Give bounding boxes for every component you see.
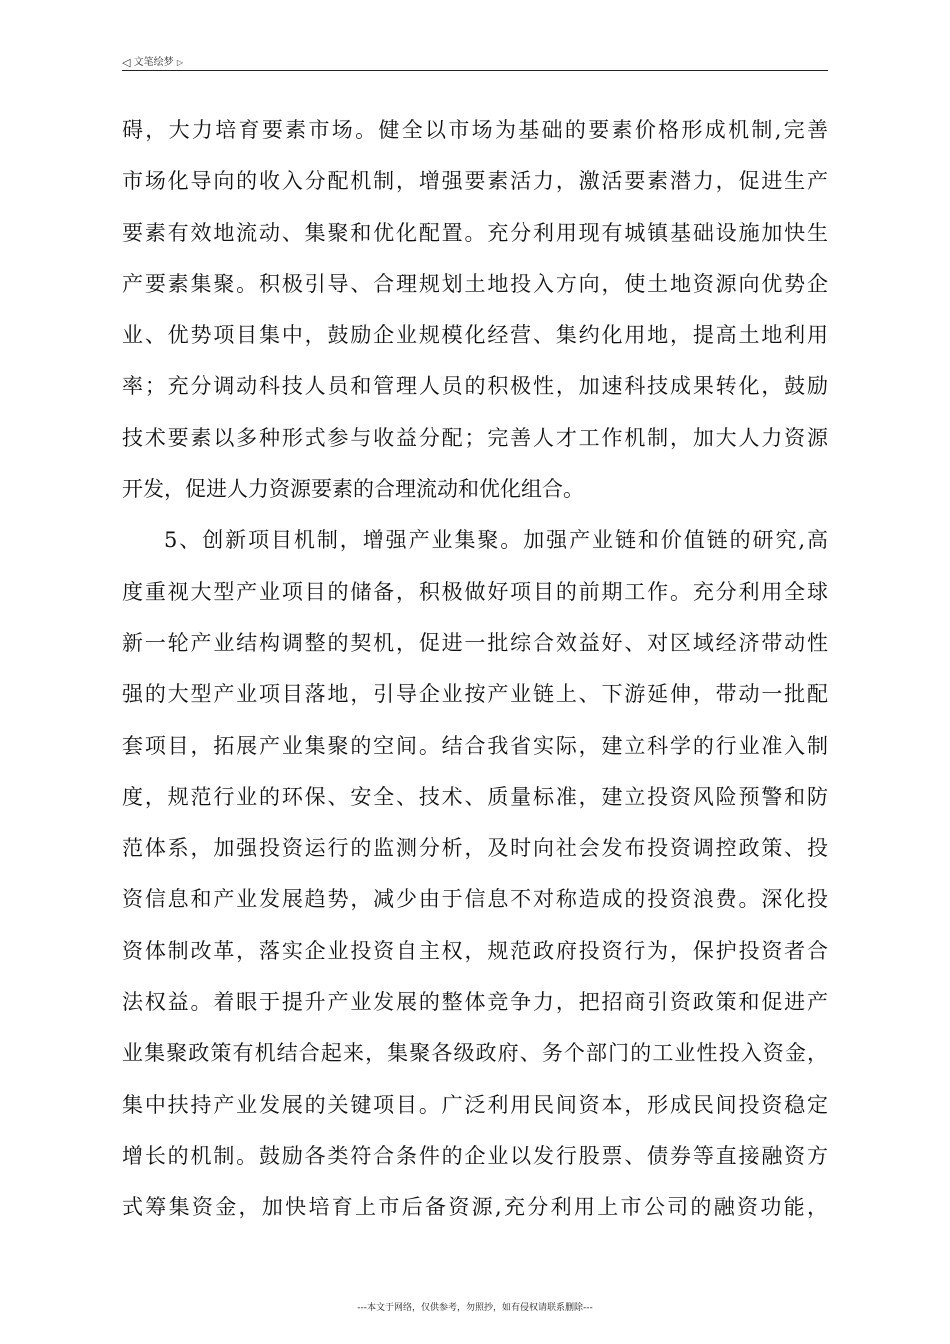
text-line: 式筹集资金，加快培育上市后备资源,充分利用上市公司的融资功能， <box>122 1195 828 1220</box>
text-line: 套项目，拓展产业集聚的空间。结合我省实际，建立科学的行业准入制 <box>122 733 828 758</box>
text-line: 开发，促进人力资源要素的合理流动和优化组合。 <box>122 477 584 502</box>
header-label <box>122 53 183 69</box>
text-line: 市场化导向的收入分配机制，增强要素活力，激活要素潜力，促进生产 <box>122 169 828 194</box>
document-body <box>122 105 828 1234</box>
page-header <box>122 50 828 71</box>
text-line: 度重视大型产业项目的储备，积极做好项目的前期工作。充分利用全球 <box>122 579 828 604</box>
text-line: 新一轮产业结构调整的契机，促进一批综合效益好、对区域经济带动性 <box>122 630 828 655</box>
text-line: 度，规范行业的环保、安全、技术、质量标准，建立投资风险预警和防 <box>122 784 828 809</box>
left-triangle-icon: ◁ <box>122 55 131 69</box>
header-title: 文笔绘梦 <box>133 57 174 68</box>
text-line: 要素有效地流动、集聚和优化配置。充分利用现有城镇基础设施加快生 <box>122 220 828 245</box>
text-line: 率；充分调动科技人员和管理人员的积极性，加速科技成果转化，鼓励 <box>122 374 828 399</box>
text-line: 产要素集聚。积极引导、合理规划土地投入方向，使土地资源向优势企 <box>122 271 828 296</box>
text-line: 技术要素以多种形式参与收益分配；完善人才工作机制，加大人力资源 <box>122 425 828 450</box>
text-line: 法权益。着眼于提升产业发展的整体竞争力，把招商引资政策和促进产 <box>122 990 828 1015</box>
text-line: 业、优势项目集中，鼓励企业规模化经营、集约化用地，提高土地利用 <box>122 323 828 348</box>
text-line: 资信息和产业发展趋势，减少由于信息不对称造成的投资浪费。深化投 <box>122 887 828 912</box>
text-line: 业集聚政策有机结合起来，集聚各级政府、务个部门的工业性投入资金， <box>122 1041 828 1066</box>
text-line: 集中扶持产业发展的关键项目。广泛利用民间资本，形成民间投资稳定 <box>122 1092 828 1117</box>
text-line: 强的大型产业项目落地，引导企业按产业链上、下游延伸，带动一批配 <box>122 682 828 707</box>
text-line: 碍，大力培育要素市场。健全以市场为基础的要素价格形成机制,完善 <box>122 118 828 142</box>
text-line: 资体制改革，落实企业投资自主权，规范政府投资行为，保护投资者合 <box>122 938 828 963</box>
page-footer: ---本文于网络，仅供参考，勿照抄，如有侵权请联系删除--- <box>357 1303 593 1313</box>
text-line: 范体系，加强投资运行的监测分析，及时向社会发布投资调控政策、投 <box>122 836 828 861</box>
paragraph-start-line: 5、创新项目机制，增强产业集聚。加强产业链和价值链的研究,高 <box>164 528 828 553</box>
right-triangle-icon: ▷ <box>176 57 183 67</box>
text-line: 增长的机制。鼓励各类符合条件的企业以发行股票、债券等直接融资方 <box>122 1143 828 1168</box>
